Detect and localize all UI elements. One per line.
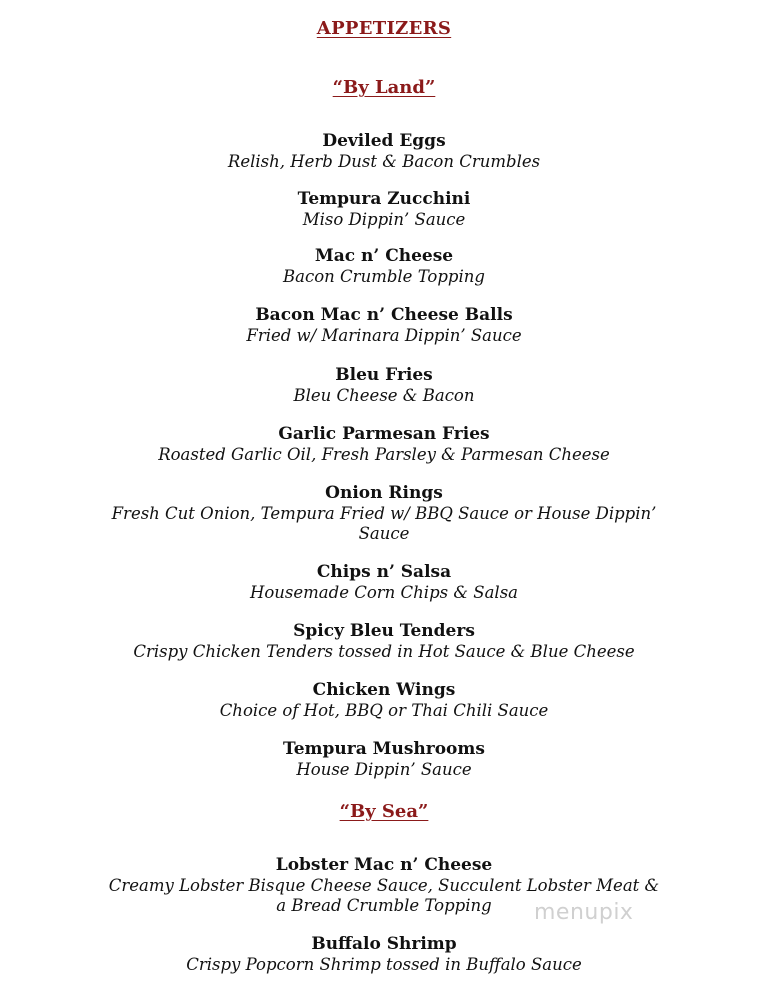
menu-item <box>0 424 768 465</box>
item-name: Buffalo Shrimp <box>311 934 457 954</box>
item-description: Roasted Garlic Oil, Fresh Parsley & Parmesan Cheese <box>158 445 610 464</box>
item-name: Bacon Mac n’ Cheese Balls <box>255 305 513 325</box>
item-name: Garlic Parmesan Fries <box>278 424 490 444</box>
item-description: Crispy Chicken Tenders tossed in Hot Sauce & Blue Cheese <box>133 642 635 661</box>
item-description: Creamy Lobster Bisque Cheese Sauce, Succulent Lobster Meat & a Bread Crumble Topping <box>108 876 660 915</box>
menu-item <box>0 246 768 287</box>
item-description: Bacon Crumble Topping <box>283 267 485 286</box>
menu-item <box>0 621 768 662</box>
item-description: Fresh Cut Onion, Tempura Fried w/ BBQ Sauce or House Dippin’ Sauce <box>111 504 657 543</box>
item-description: House Dippin’ Sauce <box>296 760 472 779</box>
item-name: Chips n’ Salsa <box>316 562 452 582</box>
by-land-heading: “By Land” <box>332 77 436 98</box>
item-name: Bleu Fries <box>335 365 433 385</box>
item-description: Fried w/ Marinara Dippin’ Sauce <box>246 326 522 345</box>
menu-item <box>0 483 768 544</box>
menu-item <box>0 131 768 172</box>
item-name: Tempura Mushrooms <box>283 739 485 759</box>
item-name: Tempura Zucchini <box>297 189 471 209</box>
item-name: Deviled Eggs <box>322 131 446 151</box>
menu-item <box>0 739 768 780</box>
item-name: Onion Rings <box>325 483 443 503</box>
item-description: Miso Dippin’ Sauce <box>302 210 466 229</box>
menu-item <box>0 189 768 230</box>
by-sea-heading: “By Sea” <box>339 801 429 822</box>
item-description: Housemade Corn Chips & Salsa <box>249 583 518 602</box>
menu-item <box>0 855 768 916</box>
item-name: Chicken Wings <box>312 680 456 700</box>
item-description: Crispy Popcorn Shrimp tossed in Buffalo Sauce <box>186 955 582 974</box>
menu-item <box>0 562 768 603</box>
menu-item <box>0 305 768 346</box>
section-title: APPETIZERS <box>316 18 452 39</box>
item-name: Lobster Mac n’ Cheese <box>275 855 493 875</box>
menu-item <box>0 934 768 975</box>
menu-item <box>0 680 768 721</box>
item-description: Bleu Cheese & Bacon <box>293 386 475 405</box>
item-name: Spicy Bleu Tenders <box>293 621 475 641</box>
menu-item <box>0 365 768 406</box>
item-name: Mac n’ Cheese <box>314 246 454 266</box>
watermark-logo: menupix <box>534 900 634 925</box>
item-description: Choice of Hot, BBQ or Thai Chili Sauce <box>219 701 549 720</box>
item-description: Relish, Herb Dust & Bacon Crumbles <box>227 152 541 171</box>
